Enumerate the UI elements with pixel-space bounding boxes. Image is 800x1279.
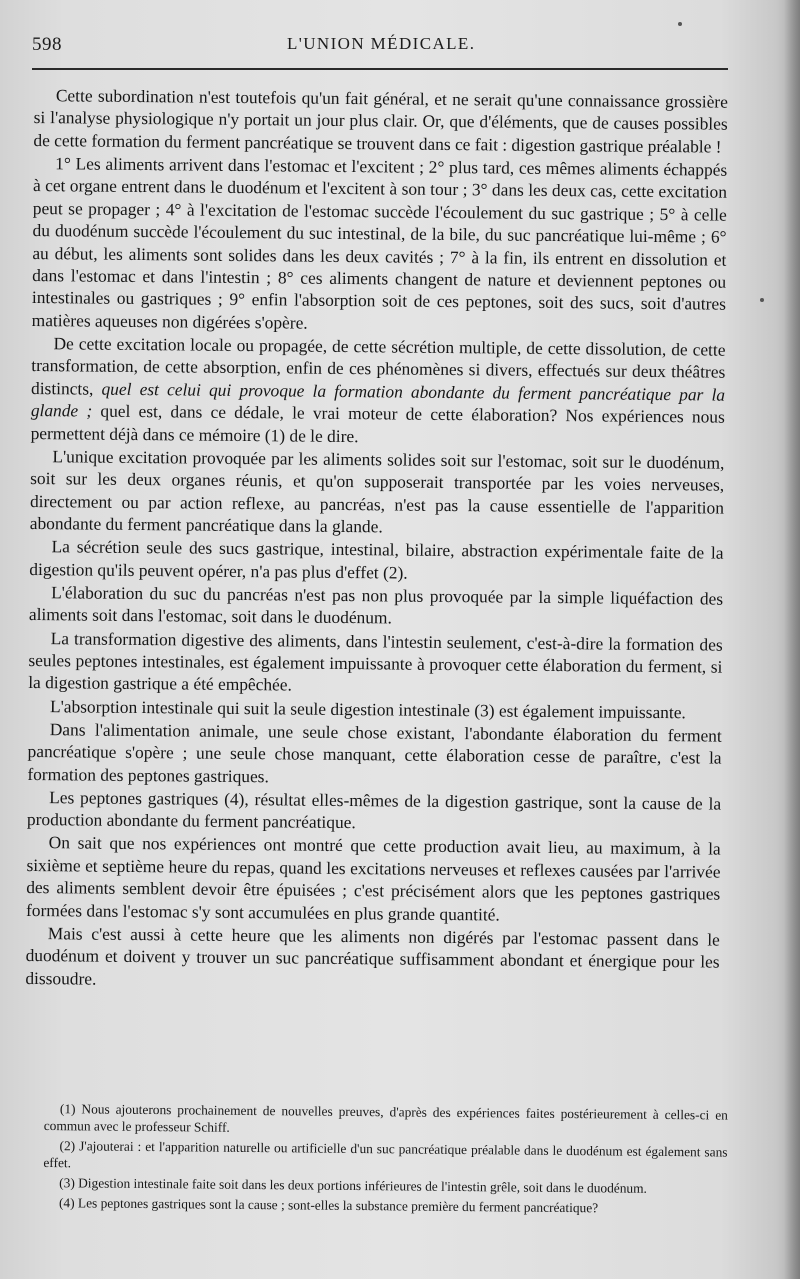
footnote: (2) J'ajouterai : et l'apparition naturelle ou artificielle d'un suc pancréatique préalable dans le duodénum est également sans effet.	[43, 1138, 728, 1171]
paragraph: Dans l'alimentation animale, une seule chose existant, l'abondante élaboration du ferment pancréatique s'opère ; une seule chose manquant, cette élaboration cesse de paraître, c'est la formation des peptones gastriques.	[27, 718, 722, 786]
ink-speck	[760, 298, 764, 302]
paragraph	[31, 332, 726, 451]
footnotes	[43, 1100, 728, 1221]
paragraph: On sait que nos expériences ont montré que cette production avait lieu, au maximum, à la sixième et septième heure du repas, quand les excitations nerveuses et reflexes causées par l'arrivée des aliments semblent devoir être épuisées ; c'est précisément alors que les peptones gastriques formées dans l'estomac s'y sont accumulées en plus grande quantité.	[25, 832, 721, 925]
paragraph-text: De cette excitation locale ou propagée, de cette sécrétion multiple, de cette dissolution, de cette transformation, de cette absorption, enfin de ces phénomènes si divers, effectués sur deux théâtres distincts,	[30, 333, 726, 399]
paragraph: L'unique excitation provoquée par les aliments solides soit sur l'estomac, soit sur le duodénum, soit sur les deux organes réunis, et qu'on supposerait transportée par les voies nerveuses, directement ou par action reflexe, au pancréas, n'est pas la cause essentielle de l'apparition abondante du ferment pancréatique dans la glande.	[29, 446, 725, 537]
paragraph: Mais c'est aussi à cette heure que les aliments non digérés par l'estomac passent dans le duodénum et doivent y trouver un suc pancréatique suffisamment abondant et énergique pour les dissoudre.	[25, 922, 720, 989]
paragraph: L'absorption intestinale qui suit la seule digestion intestinale (3) est également impuissante.	[49, 695, 686, 722]
header-rule	[32, 68, 728, 70]
running-title: L'UNION MÉDICALE.	[287, 34, 476, 53]
paragraph: L'élaboration du suc du pancréas n'est pas non plus provoquée par la simple liquéfaction des aliments soit dans l'estomac, soit dans le duodénum.	[28, 582, 724, 628]
italic-question: quel est celui qui provoque la formation abondante du ferment pancréatique par la glande ;	[30, 378, 726, 421]
paragraph: 1° Les aliments arrivent dans l'estomac et l'excitent ; 2° plus tard, ces mêmes aliments échappés à cet organe entrent dans le duodénum et l'excitent à son tour ; 3° dans les deux cas, cette excitation peut se propager ; 4° à l'excitation de l'estomac succède l'écoulement du suc gastrique ; 5° à celle du duodénum succède l'écoulement du suc intestinal, de la bile, du suc pancréatique lui-même ; 6° au début, les aliments sont solides dans les deux cavités ; 7° à la fin, ils entrent en dissolution et dans l'estomac et dans l'intestin ; 8° ces aliments changent de nature et deviennent peptones ou intestinales ou gastriques ; 9° enfin l'absorption soit de ces peptones, soit des sucs, soit d'autres matières aqueuses non digérées s'opère.	[31, 153, 728, 333]
footnote: (3) Digestion intestinale faite soit dans les deux portions inférieures de l'intestin grêle, soit dans le duodénum.	[59, 1175, 648, 1196]
page-spine-shadow	[784, 0, 800, 1279]
paragraph: La transformation digestive des aliments, dans l'intestin seulement, c'est-à-dire la formation des seules peptones intestinales, est également impuissante à provoquer cette élaboration du ferment, si la digestion gastrique a été empêchée.	[28, 627, 723, 695]
ink-speck	[678, 22, 682, 26]
page-header	[32, 34, 732, 60]
paragraph: Les peptones gastriques (4), résultat elles-mêmes de la digestion gastrique, sont la cause de la production abondante du ferment pancréatique.	[26, 786, 722, 833]
body-text	[25, 84, 728, 996]
footnote: (4) Les peptones gastriques sont la cause ; sont-elles la substance première du ferment pancréatique?	[58, 1195, 599, 1216]
paragraph: La sécrétion seule des sucs gastrique, intestinal, bilaire, abstraction expérimentale faite de la digestion qu'ils peuvent opérer, n'a pas plus d'effet (2).	[29, 536, 724, 583]
footnote: (1) Nous ajouterons prochainement de nouvelles preuves, d'après des expériences faites postérieurement à celles-ci en commun avec le professeur Schiff.	[43, 1101, 728, 1135]
paragraph-text: quel est, dans ce dédale, le vrai moteur de cette élaboration? Nos expériences nous permettent déjà dans ce mémoire (1) de le dire.	[30, 400, 725, 446]
paragraph: Cette subordination n'est toutefois qu'un fait général, et ne serait qu'une connaissance grossière si l'analyse physiologique n'y portait un jour plus clair. Or, que d'éléments, que de causes possibles de cette formation du ferment pancréatique se trouvent dans ce fait : digestion gastrique préalable !	[33, 85, 728, 157]
page-number: 598	[32, 34, 62, 55]
